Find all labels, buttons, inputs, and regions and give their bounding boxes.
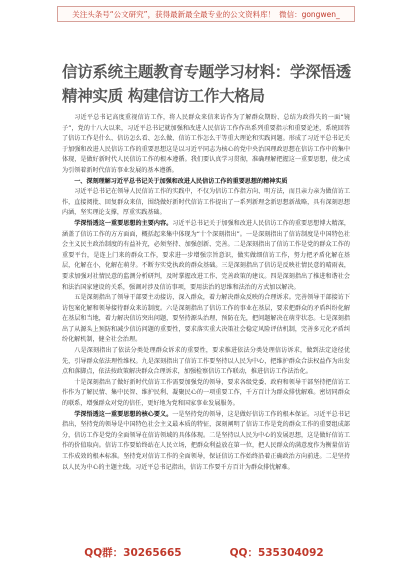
paragraph-text: 习近平总书记关于加强和改进人民信访工作的重要思想博大精深，涵盖了信访工作的方方面面，概括起来集中体现为“十个深刻指出”。一是深刻指出了信访制度是中国特色社会主义民主政治制度的有益补充，必须坚持、加强创新、完善。二是深刻指出了信访工作是党的群众工作的重要平台，是连上门来的群众工作，要求进一步增强宗旨意识，做实做细信访工作，努力把矛盾化解在基层，化解在小，化解在萌芽。不断夯实党执政的群众基础。三是深刻指出了信访是反映社情民意的晴雨表，要求加强对社情民意的监测分析研判，及时掌握改进工作、完善政策的建议。四是深刻指出了推进和谐社会和法治国家建设的关系，强调对涉及信访事项，要用法治的思维和法治的方式加以解决。 [62, 219, 351, 291]
paragraph [62, 219, 350, 293]
paragraph-text: 八是深刻指出了依法分类处理群众诉求的重要性，要求推进依法分类处理信访诉求，做到法定途径优先，引导群众依法理性维权。九是深刻指出了信访工作要坚持以人民为中心，把维护群众合法权益作为出发点和落脚点，依法按政策解决群众合理诉求，加强检察信访工作联动，推进信访工作法治化。 [62, 347, 350, 376]
paragraph-text: 五是深刻指出了领导干部要主动接访，深入群众，着力解决群众反映的合理诉求。完善领导干部接访下访包案化解和领导接待群众来访制度。六是深刻指出了信访工作的事业在基层，要求把群众的矛盾纠纷化解在基层和当地，着力解决信访突出问题，要坚持源头治理，预防在先，把问题解决在萌芽状态。七是深刻指出了从源头上预防和减少信访问题的重要性，要求落实重大决策社会稳定风险评估机制，完善多元化矛盾纠纷化解机制，健全社会治理。 [62, 294, 350, 344]
footer-contacts [0, 545, 408, 560]
footer-qq-group: QQ群：30265665 [84, 547, 182, 559]
paragraph [62, 177, 350, 188]
promo-banner [57, 6, 355, 22]
paragraph-heading: 学深悟透这一重要思想的主要内容。 [74, 219, 173, 227]
paragraph-text: 习近平总书记在领导人民信访工作的实践中，不仅为信访工作指方向、明方法，而且亲力亲为做信访工作，直接阅批、回复群众来信，围绕做好新时代信访工作提出了一系列新理念新思想新战略，具有深刻思想内涵，坚实理论支撑，厚重实践基础。 [62, 188, 350, 217]
paragraph-text: 一是坚持党的领导，这是做好信访工作的根本保证。习近平总书记指出，坚持党的领导是中国特色社会主义最本质的特征，深刻阐明了信访工作是党的群众工作的重要组成部分，信访工作是党的全面领导在信访领域的具体体现。二是坚持以人民为中心的发展思想，这是做好信访工作的价值取向。信访工作要始终站在人民立场，把群众利益放在第一位，把人民群众的满意度作为衡量信访工作成效的根本标准。坚持党对信访工作的全面领导，保证信访工作始终沿着正确政治方向前进。二是坚持以人民为中心的主题主线。习近平总书记指出，信访工作要千方百计为群众排忧解难。 [62, 410, 351, 471]
paragraph [62, 293, 350, 346]
paragraph [62, 187, 350, 219]
paragraph [62, 113, 350, 177]
document-body [62, 113, 350, 473]
paragraph [62, 410, 350, 474]
promo-banner-wechat: 微信：gongwen_ [279, 9, 340, 19]
paragraph [62, 378, 350, 410]
paragraph-text: 习近平总书记高度重视信访工作，将人民群众来信来访作为了解群众期盼、总结为政得失的一面“镜子”，党的十八大以来，习近平总书记就加强和改进人民信访工作作出系列重要指示和重要论述，系统回答了信访工作是什么、信访怎么看、怎么做、信访工作怎么干等重大理论和实践问题。形成了习近平总书记关于加强和改进人民信访工作的重要思想这是以习近平同志为核心的党中央治国理政思想在信访工作中的集中体现，是做好新时代人民信访工作的根本遵循。我们要认真学习贯彻，准确理解把握这一重要思想，使之成为引领着新时代信访事业发展的基本遵循。 [62, 114, 350, 174]
promo-banner-text: 关注头条号“公文研究”，获得最新最全最专业的公文资料库！ [72, 9, 276, 19]
paragraph [62, 346, 350, 378]
paragraph-heading: 一、深刻理解习近平总书记关于加强和改进人民信访工作的重要思想的精神实质 [74, 177, 288, 185]
document-title: 信访系统主题教育专题学习材料：学深悟透精神实质 构建信访工作大格局 [62, 63, 351, 105]
paragraph-heading: 学深悟透这一重要思想的核心要义。 [74, 410, 173, 418]
paragraph-text: 十是深刻指出了做好新时代信访工作需要加强党的领导，要求各级党委、政府和领导干部坚持把信访工作作为了解民情、集中民智、维护民利、凝聚民心的一项重要工作，千方百计为群众排忧解难。密切同群众的联系，增强群众对党的信任，更好地为党和国家事业发展服务。 [62, 378, 350, 408]
footer-qq: QQ：535304092 [229, 547, 324, 559]
